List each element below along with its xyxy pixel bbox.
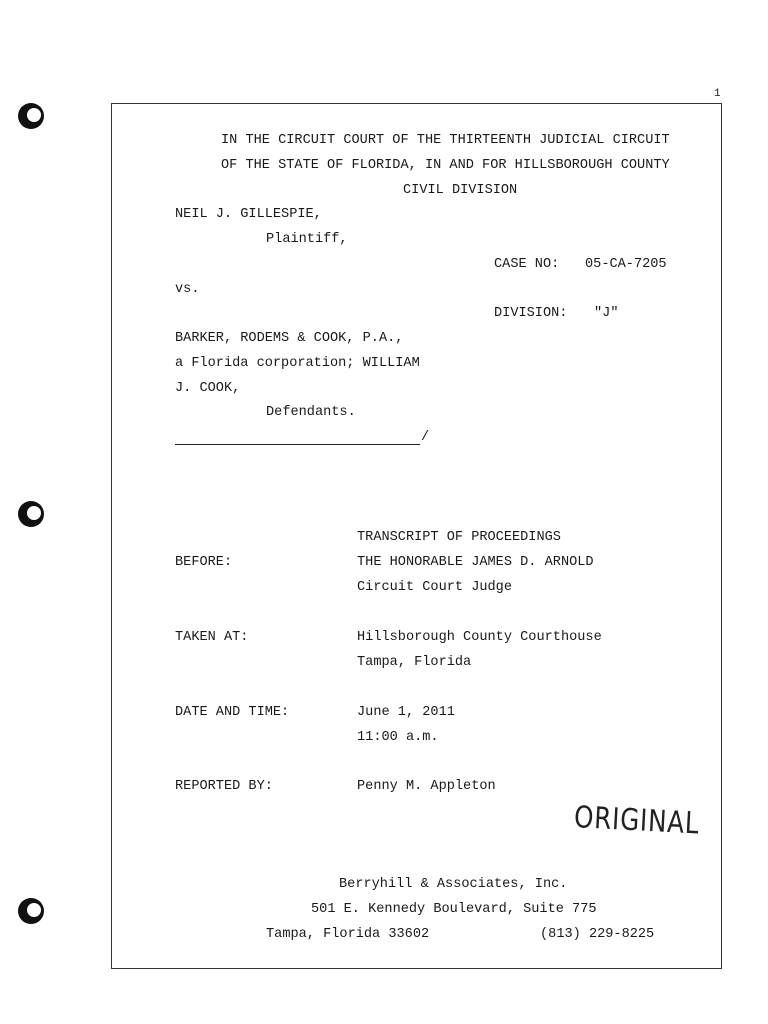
reported-by-value: Penny M. Appleton (357, 779, 496, 794)
before-judge: THE HONORABLE JAMES D. ARNOLD (357, 555, 594, 570)
case-no-value: 05-CA-7205 (585, 257, 667, 272)
plaintiff-name: NEIL J. GILLESPIE, (175, 207, 322, 222)
footer-address: 501 E. Kennedy Boulevard, Suite 775 (311, 902, 597, 917)
punch-hole-middle (18, 501, 44, 527)
punch-hole-top (18, 103, 44, 129)
division-label: DIVISION: (494, 306, 568, 321)
transcript-title: TRANSCRIPT OF PROCEEDINGS (357, 530, 561, 545)
page-number: 1 (714, 88, 721, 100)
defendant-line1: BARKER, RODEMS & COOK, P.A., (175, 331, 404, 346)
defendant-role: Defendants. (266, 405, 356, 420)
versus: vs. (175, 282, 200, 297)
plaintiff-role: Plaintiff, (266, 232, 348, 247)
reported-by-label: REPORTED BY: (175, 779, 273, 794)
defendant-line2: a Florida corporation; WILLIAM (175, 356, 420, 371)
before-label: BEFORE: (175, 555, 233, 570)
date-time-label: DATE AND TIME: (175, 705, 290, 720)
taken-at-place: Hillsborough County Courthouse (357, 630, 602, 645)
footer-city: Tampa, Florida 33602 (266, 927, 430, 942)
taken-at-label: TAKEN AT: (175, 630, 249, 645)
taken-at-city: Tampa, Florida (357, 655, 472, 670)
case-no-label: CASE NO: (494, 257, 560, 272)
time-value: 11:00 a.m. (357, 730, 439, 745)
punch-hole-bottom (18, 898, 44, 924)
date-value: June 1, 2011 (357, 705, 455, 720)
court-heading-line1: IN THE CIRCUIT COURT OF THE THIRTEENTH JUDICIAL CIRCUIT (221, 133, 670, 148)
caption-rule (175, 444, 420, 445)
court-heading-line2: OF THE STATE OF FLORIDA, IN AND FOR HILLSBOROUGH COUNTY (221, 158, 670, 173)
original-stamp: ORIGINAL (573, 800, 701, 842)
footer-company: Berryhill & Associates, Inc. (339, 877, 568, 892)
footer-phone: (813) 229-8225 (540, 927, 655, 942)
defendant-line3: J. COOK, (175, 381, 241, 396)
court-division: CIVIL DIVISION (403, 183, 518, 198)
caption-slash: / (421, 430, 430, 445)
division-value: "J" (594, 306, 619, 321)
before-judge-title: Circuit Court Judge (357, 580, 512, 595)
